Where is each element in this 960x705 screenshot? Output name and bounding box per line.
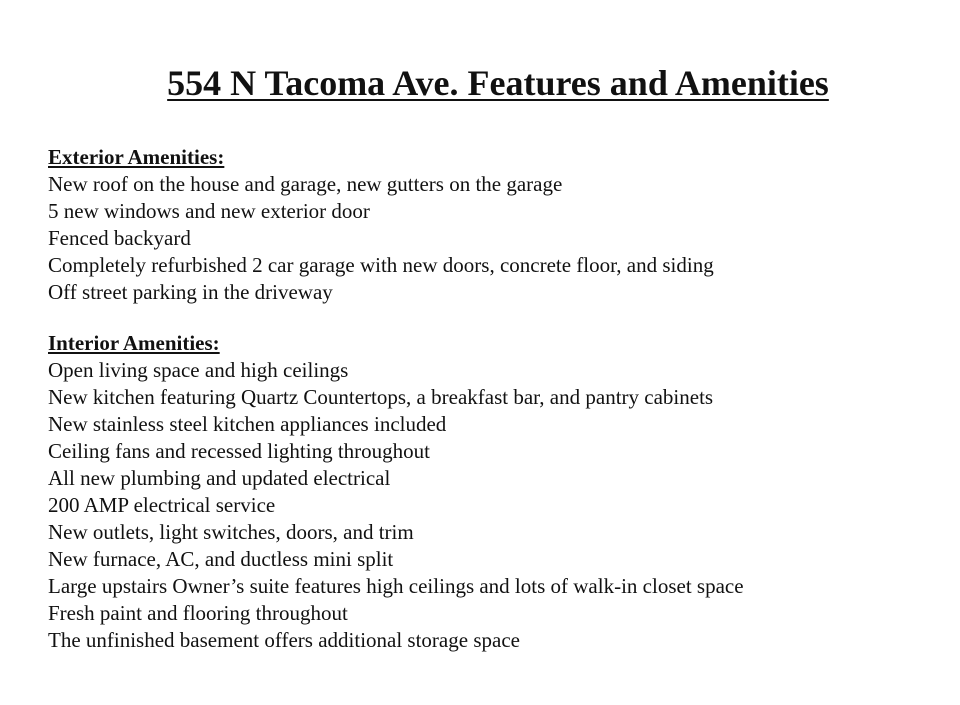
exterior-amenities-section <box>48 144 928 306</box>
page-title: 554 N Tacoma Ave. Features and Amenities <box>167 63 829 103</box>
list-item: Ceiling fans and recessed lighting throughout <box>48 439 431 463</box>
exterior-amenities-heading: Exterior Amenities: <box>48 145 225 169</box>
list-item: Completely refurbished 2 car garage with new doors, concrete floor, and siding <box>48 253 714 277</box>
list-item: New outlets, light switches, doors, and trim <box>48 520 414 544</box>
interior-amenities-list <box>48 357 928 654</box>
list-item: Large upstairs Owner’s suite features high ceilings and lots of walk-in closet space <box>48 574 744 598</box>
list-item: New furnace, AC, and ductless mini split <box>48 547 394 571</box>
list-item: Fenced backyard <box>48 226 191 250</box>
exterior-amenities-list <box>48 171 928 306</box>
interior-amenities-heading: Interior Amenities: <box>48 331 220 355</box>
interior-amenities-section <box>48 330 928 654</box>
list-item: Fresh paint and flooring throughout <box>48 601 348 625</box>
list-item: Open living space and high ceilings <box>48 358 349 382</box>
list-item: All new plumbing and updated electrical <box>48 466 391 490</box>
list-item: Off street parking in the driveway <box>48 280 333 304</box>
list-item: The unfinished basement offers additional storage space <box>48 628 520 652</box>
list-item: 200 AMP electrical service <box>48 493 276 517</box>
list-item: New roof on the house and garage, new gutters on the garage <box>48 172 563 196</box>
list-item: 5 new windows and new exterior door <box>48 199 370 223</box>
list-item: New kitchen featuring Quartz Countertops, a breakfast bar, and pantry cabinets <box>48 385 714 409</box>
list-item: New stainless steel kitchen appliances included <box>48 412 447 436</box>
